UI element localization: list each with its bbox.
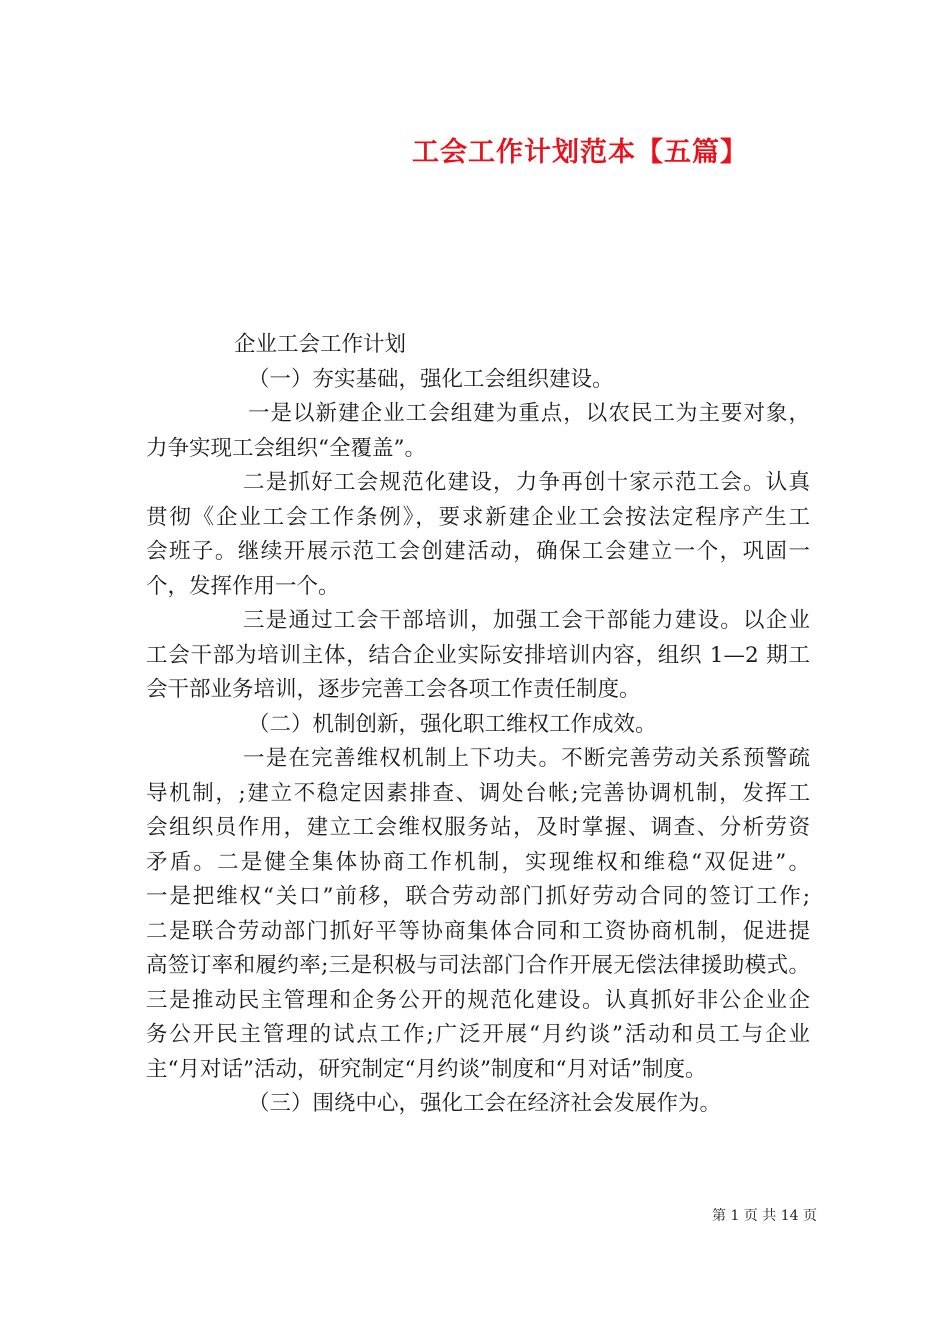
- section-heading: （一）夯实基础，强化工会组织建设。: [248, 366, 614, 392]
- document-title: 工会工作计划范本【五篇】: [412, 137, 748, 168]
- paragraph-line: 贯彻《企业工会工作条例》，要求新建企业工会按法定程序产生工: [146, 504, 810, 530]
- paragraph-line: 一是把维权“关口”前移，联合劳动部门抓好劳动合同的签订工作;: [146, 884, 810, 909]
- paragraph-line: 矛盾。二是健全集体协商工作机制，实现维权和维稳“双促进”。: [146, 849, 810, 875]
- paragraph-line: 企业工会工作计划: [234, 332, 407, 357]
- paragraph-line: 一是在完善维权机制上下功夫。不断完善劳动关系预警疏: [243, 746, 810, 771]
- paragraph-line: 高签订率和履约率;三是积极与司法部门合作开展无偿法律援助模式。: [146, 953, 810, 978]
- paragraph-line: 力争实现工会组织“全覆盖”。: [146, 435, 426, 461]
- paragraph-line: 主“月对话”活动，研究制定“月约谈”制度和“月对话”制度。: [146, 1056, 707, 1082]
- paragraph-line: 二是联合劳动部门抓好平等协商集体合同和工资协商机制，促进提: [146, 918, 810, 944]
- paragraph-line: 二是抓好工会规范化建设，力争再创十家示范工会。认真: [243, 470, 810, 495]
- document-body: [146, 328, 810, 1122]
- paragraph-line: 导机制，;建立不稳定因素排查、调处台帐;完善协调机制，发挥工: [146, 780, 810, 806]
- paragraph-line: 一是以新建企业工会组建为重点，以农民工为主要对象，: [248, 401, 810, 426]
- paragraph-line: 会干部业务培训，逐步完善工会各项工作责任制度。: [146, 677, 641, 702]
- paragraph-line: 三是推动民主管理和企务公开的规范化建设。认真抓好非公企业企: [146, 987, 810, 1013]
- paragraph-line: 会组织员作用，建立工会维权服务站，及时掌握、调查、分析劳资: [146, 815, 810, 840]
- paragraph-line: 工会干部为培训主体，结合企业实际安排培训内容，组织 1—2 期工: [146, 642, 810, 668]
- section-heading: （二）机制创新，强化职工维权工作成效。: [248, 711, 657, 737]
- page-number: 第 1 页 共 14 页: [712, 1208, 817, 1224]
- paragraph-line: 三是通过工会干部培训，加强工会干部能力建设。以企业: [243, 608, 810, 633]
- paragraph-line: 会班子。继续开展示范工会创建活动，确保工会建立一个，巩固一: [146, 539, 810, 564]
- paragraph-line: 务公开民主管理的试点工作;广泛开展“月约谈”活动和员工与企业: [146, 1022, 810, 1047]
- section-heading: （三）围绕中心，强化工会在经济社会发展作为。: [248, 1091, 722, 1116]
- paragraph-line: 个，发挥作用一个。: [146, 573, 340, 599]
